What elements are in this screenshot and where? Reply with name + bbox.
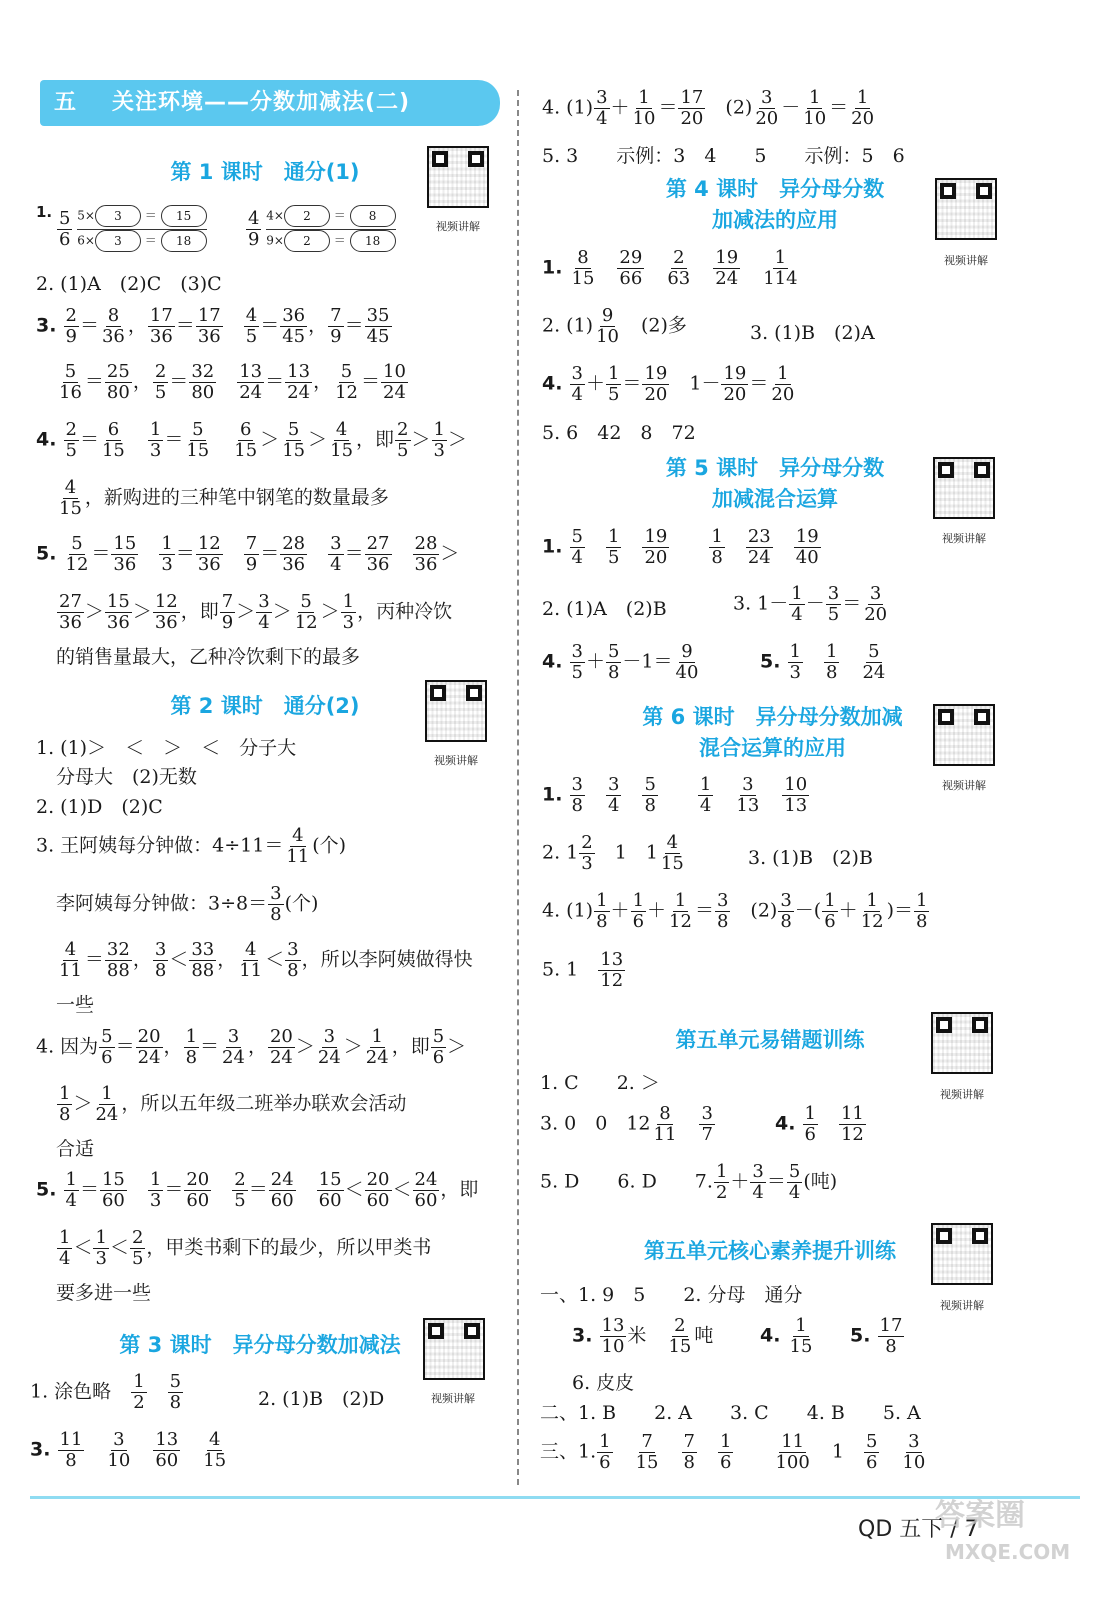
l1-q4-row2: $\frac{4}{15}$ ，新购进的三种笔中钢笔的数量最多 bbox=[59, 477, 389, 519]
core-training-heading: 第五单元核心素养提升训练 bbox=[644, 1239, 896, 1263]
lesson-6-heading-2: 混合运算的应用 bbox=[699, 736, 846, 760]
lesson-5-heading-1: 第 5 课时 异分母分数 bbox=[665, 456, 885, 480]
unit-banner bbox=[40, 80, 500, 126]
l5-q1: 1. $\frac{5}{4}$ $\frac{1}{5}$ $\frac{19}{20}$ $\frac{1}{8}$ $\frac{23}{24}$ $\frac{19}{40}$ bbox=[542, 526, 819, 568]
lesson-1-heading: 第 1 课时 通分(1) bbox=[170, 160, 360, 184]
unit-title: 关注环境——分数加减法(二) bbox=[112, 90, 411, 115]
cloud-blank: 8 bbox=[350, 205, 396, 227]
qr-code-3[interactable] bbox=[423, 1318, 485, 1380]
qr-label-4: 视频讲解 bbox=[944, 254, 988, 267]
l5-q2: 2. (1)A (2)B bbox=[542, 598, 667, 620]
lesson-6-heading-1: 第 6 课时 异分母分数加减 bbox=[642, 705, 903, 729]
lesson-4-heading-2: 加减法的应用 bbox=[712, 208, 838, 232]
cloud-blank: 2 bbox=[284, 205, 330, 227]
cloud-blank: 18 bbox=[161, 230, 207, 252]
l4-q4: 4. $\frac{3}{4}$ ＋ $\frac{1}{5}$ ＝ $\frac{19}{20}$ 1－ $\frac{19}{20}$ ＝ $\frac{1}{20}$ bbox=[542, 363, 795, 405]
l2-q1b: 分母大 (2)无数 bbox=[56, 766, 197, 788]
l1-q5-row1: 5. $\frac{5}{12}$ ＝ $\frac{15}{36}$ $\frac{1}{3}$ ＝ $\frac{12}{36}$ $\frac{7}{9}$ ＝ $\frac{28}{36}$ $\frac{3}{4}$ ＝ $\frac{27}{36}$ $\frac{28}{36}$ ＞ bbox=[36, 533, 460, 575]
l3-q2: 2. (1)B (2)D bbox=[258, 1388, 385, 1410]
l2-q2: 2. (1)D (2)C bbox=[36, 796, 163, 818]
l6-q2: 2. 1 $\frac{2}{3}$ 1 1 $\frac{4}{15}$ bbox=[542, 832, 684, 874]
l1-q4-row1: 4. $\frac{2}{5}$ ＝ $\frac{6}{15}$ $\frac{1}{3}$ ＝ $\frac{5}{15}$ $\frac{6}{15}$ ＞ $\frac{5}{15}$ ＞ $\frac{4}{15}$ ，即 $\frac{2}{5}$ ＞ $\frac{1}{3}$ ＞ bbox=[36, 419, 467, 461]
l1-q1-eq2: $\frac{4}{9}$ $\frac{4\times 2 = 8}{9\times 2 = 18}$ bbox=[245, 205, 396, 254]
qr-code-2[interactable] bbox=[425, 680, 487, 742]
l4-q1: 1. $\frac{8}{15}$ $\frac{29}{66}$ $\frac{2}{63}$ $\frac{19}{24}$ $\frac{1}{114}$ bbox=[542, 247, 798, 289]
qr-label-2: 视频讲解 bbox=[434, 754, 478, 767]
qr-code-4[interactable] bbox=[935, 178, 997, 240]
l3-q1: 1. 涂色略 $\frac{1}{2}$ $\frac{5}{8}$ bbox=[30, 1371, 182, 1413]
err-q4: 4. $\frac{1}{6}$ $\frac{11}{12}$ bbox=[775, 1103, 864, 1145]
l1-q1: 1. bbox=[36, 203, 53, 221]
l6-q4: 4. (1) $\frac{1}{8}$ ＋ $\frac{1}{6}$ ＋ $\frac{1}{12}$ ＝ $\frac{3}{8}$ (2) $\frac{3}{8}$ －( $\frac{1}{6}$ ＋ $\frac{1}{12}$ )＝ $\frac{1}{8}$ bbox=[542, 890, 928, 932]
cloud-blank: 18 bbox=[350, 230, 396, 252]
l5-q5: 5. $\frac{1}{3}$ $\frac{1}{8}$ $\frac{5}{24}$ bbox=[760, 641, 886, 683]
l6-q5: 5. 1 $\frac{13}{12}$ bbox=[542, 949, 624, 991]
core-part1-q5: 5. $\frac{17}{8}$ bbox=[850, 1315, 903, 1357]
qr-code-8[interactable] bbox=[931, 1223, 993, 1285]
error-training-heading: 第五单元易错题训练 bbox=[675, 1028, 865, 1052]
l6-q1: 1. $\frac{3}{8}$ $\frac{3}{4}$ $\frac{5}{8}$ $\frac{1}{4}$ $\frac{3}{13}$ $\frac{10}{13}$ bbox=[542, 774, 808, 816]
qr-label-6: 视频讲解 bbox=[942, 779, 986, 792]
qr-code-7[interactable] bbox=[931, 1012, 993, 1074]
core-part3: 三、1. $\frac{1}{6}$ $\frac{7}{15}$ $\frac{7}{8}$ $\frac{1}{6}$ $\frac{11}{100}$ 1 $\frac{5}{6}$ $\frac{3}{10}$ bbox=[540, 1431, 926, 1473]
l5-q4: 4. $\frac{3}{5}$ ＋ $\frac{5}{8}$ －1＝ $\frac{9}{40}$ bbox=[542, 641, 699, 683]
cloud-blank: 3 bbox=[95, 230, 141, 252]
l2-q3-row4: 一些 bbox=[56, 994, 95, 1016]
r-q4: 4. (1) $\frac{3}{4}$ ＋ $\frac{1}{10}$ ＝ $\frac{17}{20}$ (2) $\frac{3}{20}$ － $\frac{1}{10}$ ＝ $\frac{1}{20}$ bbox=[542, 87, 875, 129]
l2-q5-row1: 5. $\frac{1}{4}$ ＝ $\frac{15}{60}$ $\frac{1}{3}$ ＝ $\frac{20}{60}$ $\frac{2}{5}$ ＝ $\frac{24}{60}$ $\frac{15}{60}$ ＜ $\frac{20}{60}$ ＜ $\frac{24}{60}$ ，即 bbox=[36, 1169, 479, 1211]
l2-q4-row1: 4. 因为 $\frac{5}{6}$ ＝ $\frac{20}{24}$ ， $\frac{1}{8}$ ＝ $\frac{3}{24}$ ， $\frac{20}{24}$ ＞ $\frac{3}{24}$ ＞ $\frac{1}{24}$ ，即 $\frac{5}{6}$ ＞ bbox=[36, 1026, 467, 1068]
qr-label-8: 视频讲解 bbox=[940, 1299, 984, 1312]
l1-q1-eq1: $\frac{5}{6}$ $\frac{5\times 3 = 15}{6\times 3 = 18}$ bbox=[56, 205, 207, 254]
footer-rule bbox=[30, 1496, 1080, 1499]
l6-q3: 3. (1)B (2)B bbox=[748, 847, 873, 869]
l2-q4-row2: $\frac{1}{8}$ ＞ $\frac{1}{24}$ ，所以五年级二班举办联欢会活动 bbox=[59, 1083, 407, 1125]
qr-code-5[interactable] bbox=[933, 457, 995, 519]
frac: $\frac{5}{6}$ bbox=[59, 208, 71, 250]
frac: $\frac{4}{9}$ bbox=[248, 208, 260, 250]
err-q5: 5. D 6. D 7. $\frac{1}{2}$ ＋ $\frac{3}{4}$ ＝ $\frac{5}{4}$ (吨) bbox=[540, 1161, 838, 1203]
l4-q2: 2. (1) $\frac{9}{10}$ (2)多 bbox=[542, 305, 687, 347]
l2-q5-row2: $\frac{1}{4}$ ＜ $\frac{1}{3}$ ＜ $\frac{2}{5}$ ，甲类书剩下的最少，所以甲类书 bbox=[59, 1227, 432, 1269]
l1-q5-row2: $\frac{27}{36}$ ＞ $\frac{15}{36}$ ＞ $\frac{12}{36}$ ，即 $\frac{7}{9}$ ＞ $\frac{3}{4}$ ＞ $\frac{5}{12}$ ＞ $\frac{1}{3}$ ，丙种冷饮 bbox=[59, 591, 453, 633]
l4-q5: 5. 6 42 8 72 bbox=[542, 422, 696, 444]
l2-q4-row3: 合适 bbox=[56, 1138, 95, 1160]
qr-code-6[interactable] bbox=[933, 704, 995, 766]
column-divider bbox=[517, 90, 519, 1485]
core-part1-q6: 6. 皮皮 bbox=[572, 1372, 635, 1394]
lesson-5-heading-2: 加减混合运算 bbox=[712, 487, 838, 511]
lesson-2-heading: 第 2 课时 通分(2) bbox=[170, 694, 360, 718]
watermark-url: MXQE.COM bbox=[945, 1540, 1071, 1564]
l4-q3: 3. (1)B (2)A bbox=[750, 322, 875, 344]
l1-q2: 2. (1)A (2)C (3)C bbox=[36, 273, 222, 295]
cloud-blank: 2 bbox=[284, 230, 330, 252]
core-part1-q4: 4. $\frac{1}{15}$ bbox=[760, 1315, 813, 1357]
lesson-3-heading: 第 3 课时 异分母分数加减法 bbox=[119, 1333, 401, 1357]
l1-q3-row1: 3. $\frac{2}{9}$ ＝ $\frac{8}{36}$ ， $\frac{17}{36}$ ＝ $\frac{17}{36}$ $\frac{4}{5}$ ＝ $\frac{36}{45}$ ， $\frac{7}{9}$ ＝ $\frac{35}{45}$ bbox=[36, 305, 390, 347]
lesson-4-heading-1: 第 4 课时 异分母分数 bbox=[665, 177, 885, 201]
core-part2: 二、1. B 2. A 3. C 4. B 5. A bbox=[540, 1402, 921, 1424]
l2-q1a: 1. (1)＞ ＜ ＞ ＜ 分子大 bbox=[36, 737, 297, 759]
l2-q3-row3: $\frac{4}{11}$ ＝ $\frac{32}{88}$ ， $\frac{3}{8}$ ＜ $\frac{33}{88}$ ， $\frac{4}{11}$ ＜ $\frac{3}{8}$ ，所以李阿姨做得快 bbox=[59, 939, 473, 981]
l5-q3: 3. 1－ $\frac{1}{4}$ － $\frac{3}{5}$ ＝ $\frac{3}{20}$ bbox=[733, 583, 888, 625]
l3-q3: 3. $\frac{11}{8}$ $\frac{3}{10}$ $\frac{13}{60}$ $\frac{4}{15}$ bbox=[30, 1429, 227, 1471]
page-footer: QD 五下 / 7 bbox=[858, 1517, 979, 1542]
core-part1-q1: 一、1. 9 5 2. 分母 通分 bbox=[540, 1284, 803, 1306]
l1-q5-row3: 的销售量最大，乙种冷饮剩下的最多 bbox=[56, 646, 361, 668]
qr-code-1[interactable] bbox=[427, 146, 489, 208]
core-part1-q3: 3. $\frac{13}{10}$ 米 $\frac{2}{15}$ 吨 bbox=[572, 1315, 714, 1357]
l2-q3-row1: 3. 王阿姨每分钟做：4÷11＝ $\frac{4}{11}$ (个) bbox=[36, 825, 347, 867]
unit-number: 五 bbox=[54, 90, 77, 115]
cloud-blank: 15 bbox=[161, 205, 207, 227]
cloud-blank: 3 bbox=[95, 205, 141, 227]
r-q5: 5. 3 示例：3 4 5 示例：5 6 bbox=[542, 145, 905, 167]
l2-q3-row2: 李阿姨每分钟做：3÷8＝ $\frac{3}{8}$ (个) bbox=[56, 883, 319, 925]
err-q3: 3. 0 0 12 $\frac{8}{11}$ $\frac{3}{7}$ bbox=[540, 1103, 713, 1145]
qr-label-7: 视频讲解 bbox=[940, 1088, 984, 1101]
l2-q5-row3: 要多进一些 bbox=[56, 1282, 152, 1304]
l1-q3-row2: $\frac{5}{16}$ ＝ $\frac{25}{80}$ ， $\frac{2}{5}$ ＝ $\frac{32}{80}$ $\frac{13}{24}$ ＝ $\frac{13}{24}$ ， $\frac{5}{12}$ ＝ $\frac{10}{24}$ bbox=[59, 361, 406, 403]
qr-label-5: 视频讲解 bbox=[942, 532, 986, 545]
qr-label-1: 视频讲解 bbox=[436, 220, 480, 233]
err-q1: 1. C 2. ＞ bbox=[540, 1072, 660, 1094]
watermark: 答案圈 bbox=[935, 1498, 1025, 1533]
qr-label-3: 视频讲解 bbox=[431, 1392, 475, 1405]
